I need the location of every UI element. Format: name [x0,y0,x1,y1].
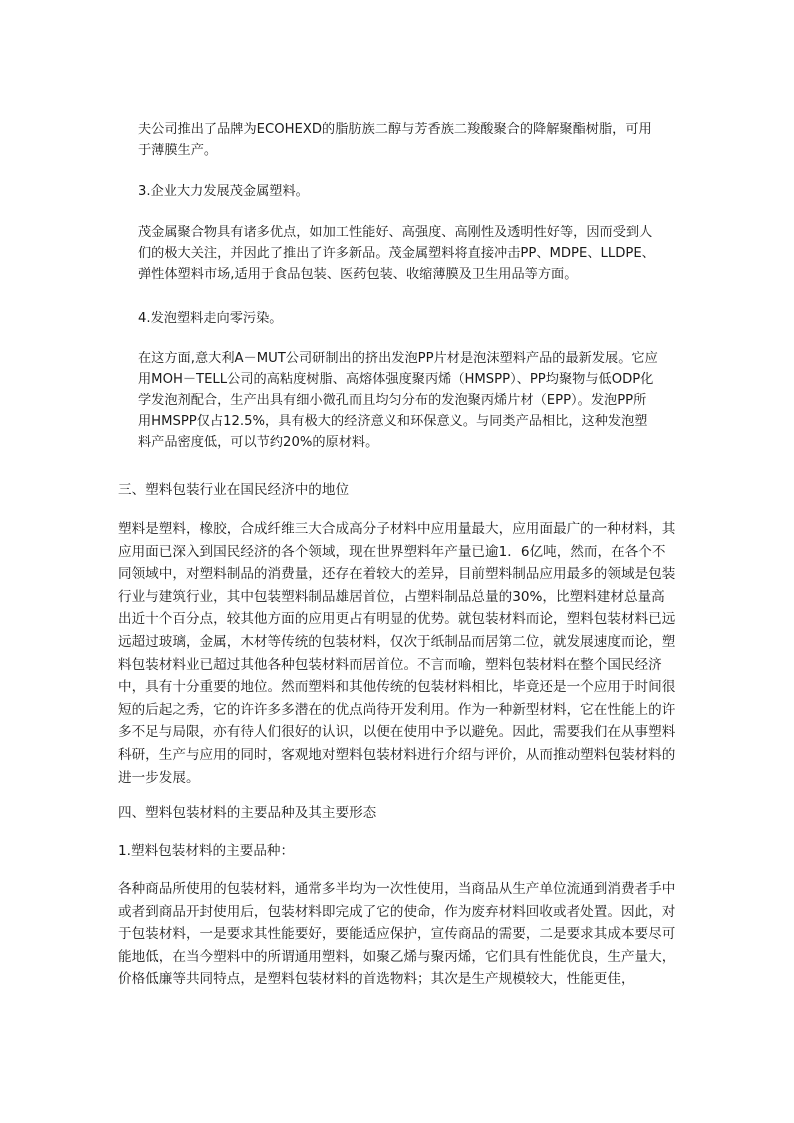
paragraph-ecohexd: 夫公司推出了品牌为ECOHEXD的脂肪族二醇与芳香族二羧酸聚合的降解聚酯树脂，可用于薄膜生产。 [138,122,652,158]
paragraph-packaging-materials: 各种商品所使用的包装材料，通常多半均为一次性使用，当商品从生产单位流通到消费者手中或者到商品开封使用后，包装材料即完成了它的使命，作为废弃材料回收或者处置。因此，对于包装材料，一是要求其性能要好，要能适应保护，宣传商品的需要，二是要求其成本要尽可能地低，在当今塑料中的所谓通用塑料，如聚乙烯与聚丙烯，它们具有性能优良，生产量大，价格低廉等共同特点，是塑料包装材料的首选物料；其次是生产规模较大，性能更佳， [118,881,676,988]
paragraph-metallocene: 茂金属聚合物具有诸多优点，如加工性能好、高强度、高刚性及透明性好等，因而受到人们的极大关注，并因此了推出了许多新品。茂金属塑料将直接冲击PP、MDPE、LLDPE、弹性体塑料市场,适用于食品包装、医药包装、收缩薄膜及卫生用品等方面。 [138,225,655,282]
subheading-main-varieties: 1.塑料包装材料的主要品种： [118,843,295,859]
section-heading-3: 三、塑料包装行业在国民经济中的地位 [118,482,350,498]
heading-foam-plastic: 4.发泡塑料走向零污染。 [138,311,283,326]
paragraph-plastics-status: 塑料是塑料，橡胶，合成纤维三大合成高分子材料中应用量最大，应用面最广的一种材料，其应用面已深入到国民经济的各个领域，现在世界塑料年产量已逾1．6亿吨，然而，在各个不同领域中，对塑料制品的消费量，还存在着较大的差异，目前塑料制品应用最多的领域是包装行业与建筑行业，其中包装塑料制品雄居首位，占塑料制品总量的30%，比塑料建材总量高出近十个百分点，较其他方面的应用更占有明显的优势。就包装材料而论，塑料包装材料已远远超过玻璃，金属，木材等传统的包装材料，仅次于纸制品而居第二位，就发展速度而论，塑料包装材料业已超过其他各种包装材料而居首位。不言而喻，塑料包装材料在整个国民经济中，具有十分重要的地位。然而塑料和其他传统的包装材料相比，毕竟还是一个应用于时间很短的后起之秀，它的许许多多潜在的优点尚待开发利用。作为一种新型材料，它在性能上的许多不足与局限，亦有待人们很好的认识，以便在使用中予以避免。因此，需要我们在从事塑料科研，生产与应用的同时，客观地对塑料包装材料进行介绍与评价，从而推动塑料包装材料的进一步发展。 [118,521,676,786]
heading-metallocene: 3.企业大力发展茂金属塑料。 [138,184,309,199]
paragraph-foam-plastic: 在这方面,意大利A－MUT公司研制出的挤出发泡PP片材是泡沫塑料产品的最新发展。它应用MOH－TELL公司的高粘度树脂、高熔体强度聚丙烯（HMSPP）、PP均聚物与低ODP化学发泡剂配合，生产出具有细小微孔而且均匀分布的发泡聚丙烯片材（EPP）。发泡PP所用HMSPP仅占12.5%，具有极大的经济意义和环保意义。与同类产品相比，这种发泡塑料产品密度低，可以节约20%的原材料。 [138,351,658,450]
section-heading-4: 四、塑料包装材料的主要品种及其主要形态 [118,805,377,821]
